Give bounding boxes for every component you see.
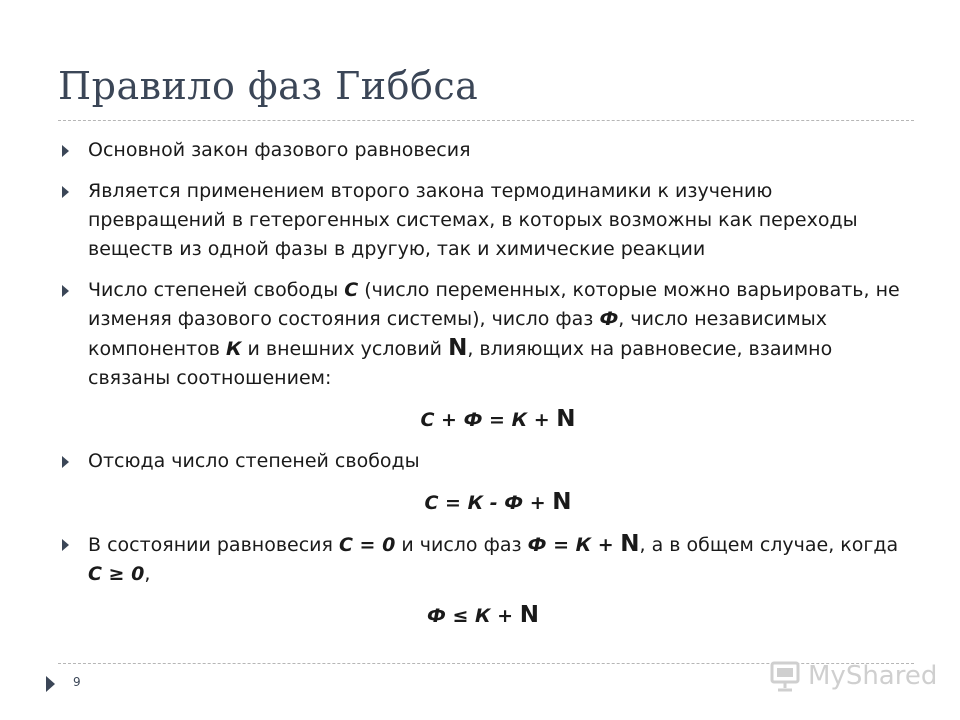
bullet-item bbox=[58, 136, 908, 165]
formula-expression: С = К - Ф + bbox=[424, 492, 553, 514]
symbol-c: С bbox=[344, 279, 359, 301]
formula-expression: Ф ≤ К + bbox=[427, 605, 520, 627]
bullet-arrow-icon bbox=[62, 539, 69, 551]
formula-phase-limit bbox=[58, 601, 908, 631]
watermark-text: MyShared bbox=[808, 661, 938, 691]
symbol-n: N bbox=[620, 531, 640, 557]
bullet-arrow-icon bbox=[62, 456, 69, 468]
symbol-equation: С ≥ 0 bbox=[88, 563, 145, 585]
bullet-item bbox=[58, 276, 908, 393]
symbol-n: N bbox=[448, 335, 468, 361]
bullet-text: и внешних условий bbox=[241, 338, 449, 360]
bullet-text: , bbox=[144, 563, 151, 585]
symbol-k: К bbox=[225, 338, 242, 360]
bullet-item bbox=[58, 530, 908, 589]
symbol-n: N bbox=[519, 602, 539, 628]
watermark bbox=[768, 658, 937, 694]
bullet-text: , а в общем случае, когда bbox=[639, 534, 899, 556]
symbol-n: N bbox=[552, 489, 572, 515]
symbol-equation: С = 0 bbox=[338, 534, 396, 556]
symbol-f: Ф bbox=[599, 308, 619, 330]
formula-degrees-of-freedom bbox=[58, 488, 908, 518]
title-divider bbox=[58, 120, 914, 121]
bullet-arrow-icon bbox=[62, 285, 69, 297]
bullet-text: Число степеней свободы bbox=[88, 279, 345, 301]
slide-title: Правило фаз Гиббса bbox=[58, 64, 479, 108]
bullet-arrow-icon bbox=[62, 145, 69, 157]
bullet-text: Отсюда число степеней свободы bbox=[88, 450, 420, 472]
symbol-n: N bbox=[556, 406, 576, 432]
footer-arrow-icon bbox=[46, 676, 55, 692]
bullet-text: (число переменных, которые можно варьировать, не изменяя фазового состояния системы), число фаз bbox=[88, 279, 900, 330]
bullet-text: Основной закон фазового равновесия bbox=[88, 139, 471, 161]
bullet-item bbox=[58, 447, 908, 476]
bullet-text: В состоянии равновесия bbox=[88, 534, 339, 556]
symbol-equation: Ф = К + bbox=[527, 534, 621, 556]
bullet-text: и число фаз bbox=[395, 534, 528, 556]
presentation-board-icon bbox=[768, 659, 802, 693]
formula-gibbs-relation bbox=[58, 405, 908, 435]
bullet-item bbox=[58, 177, 908, 264]
page-number: 9 bbox=[73, 675, 81, 689]
formula-expression: С + Ф = К + bbox=[420, 409, 557, 431]
bullet-arrow-icon bbox=[62, 186, 69, 198]
slide-content bbox=[58, 136, 908, 643]
bullet-text: , влияющих на равновесие, взаимно связаны соотношением: bbox=[88, 338, 833, 389]
bullet-text: Является применением второго закона термодинамики к изучению превращений в гетерогенных системах, в которых возможны как переходы веществ из одной фазы в другую, так и химические реакции bbox=[88, 180, 858, 260]
bullet-text: , число независимых компонентов bbox=[88, 308, 827, 360]
